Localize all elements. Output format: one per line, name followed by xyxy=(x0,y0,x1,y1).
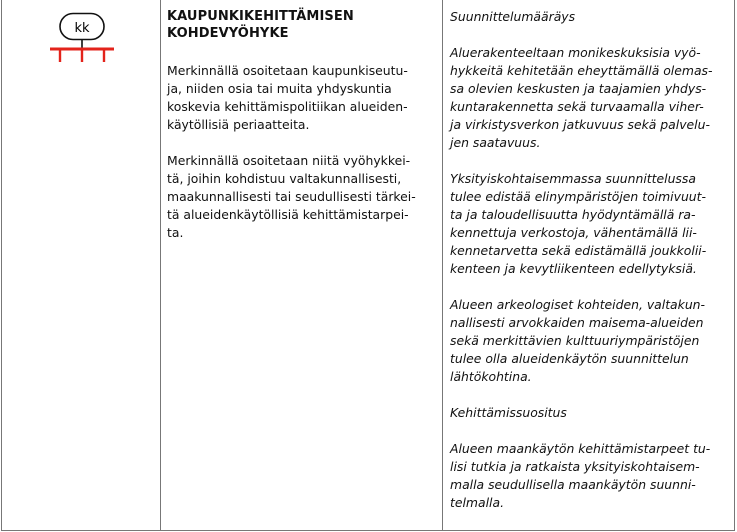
description-paragraph-1: Merkinnällä osoitetaan kaupunkiseutu- ja, niiden osia tai muita yhdyskuntia koskevia kehittämispolitiikan alueiden- käytöllisiä periaatteita. xyxy=(167,63,408,132)
description-paragraph-2: Merkinnällä osoitetaan niitä vyöhykkei- tä, joihin kohdistuu valtakunnallisesti, maakunnallisesti tai seudullisesti tärkei- tä alueidenkäytöllisiä kehittämistarpei- ta. xyxy=(167,153,416,240)
regulation-paragraph-2: Yksityiskohtaisemmassa suunnittelussa tulee edistää elinympäristöjen toimivuut- ta ja taloudellisuutta hyödyntämällä ra- kennettuja verkostoja, vähentämällä lii- kennetarvetta sekä edistämällä joukkolii- kenteen ja kevytliikenteen edellytyksiä. xyxy=(450,171,707,276)
regulation-cell xyxy=(443,0,734,530)
recommendation-paragraph: Alueen maankäytön kehittämistarpeet tu- lisi tutkia ja ratkaista yksityiskohtaisem- malla seudullisella maankäytön suunni- telmalla. xyxy=(450,441,711,510)
regulation-paragraph-3: Alueen arkeologiset kohteiden, valtakun- nallisesti arvokkaiden maisema-alueiden sekä merkittävien kulttuuriympäristöjen tulee olla alueidenkäytön suunnittelun lähtökohtina. xyxy=(450,297,706,384)
symbol-label: kk xyxy=(74,21,90,36)
development-zone-symbol-icon xyxy=(46,12,118,64)
symbol-cell xyxy=(2,0,161,530)
regulation-paragraph-1: Aluerakenteeltaan monikeskuksisia vyö- hykkeitä kehitetään eheyttämällä olemas- sa olevien keskusten ja taajamien yhdys- kuntarakennetta sekä turvaamalla viher- ja virkistysverkon jatkuvuus sekä palvelu- jen saatavuus. xyxy=(450,45,713,150)
regulation-heading: Suunnittelumääräys xyxy=(450,9,576,24)
recommendation-heading: Kehittämissuositus xyxy=(450,405,567,420)
legend-table-row xyxy=(1,0,735,531)
legend-heading: KAUPUNKIKEHITTÄMISEN KOHDEVYÖHYKE xyxy=(167,9,354,41)
description-cell xyxy=(161,0,443,530)
